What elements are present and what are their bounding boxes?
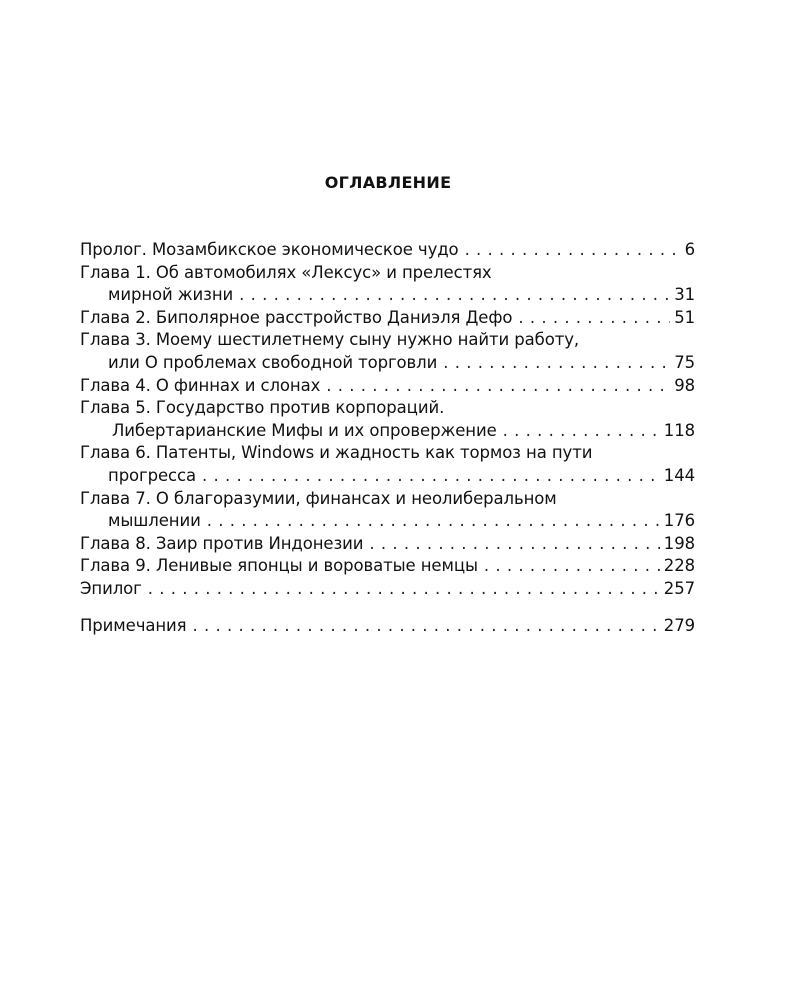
toc-entry-title: Глава 9. Ленивые японцы и вороватые немцы — [80, 556, 478, 576]
dot-leader — [193, 615, 660, 638]
toc-page-number: 279 — [663, 615, 695, 635]
toc-entry-title: Глава 7. О благоразумии, финансах и неолиберальном — [80, 488, 557, 508]
toc-page-number: 228 — [663, 556, 695, 576]
toc-entry-prologue[interactable] — [80, 239, 695, 262]
toc-entry-title: Глава 3. Моему шестилетнему сыну нужно найти работу, — [80, 330, 580, 350]
toc-entry-chapter-6[interactable] — [80, 442, 695, 465]
dot-leader — [207, 510, 660, 533]
toc-entry-chapter-6-continued[interactable] — [80, 465, 695, 488]
toc-entry-title: Глава 6. Патенты, Windows и жадность как тормоз на пути — [80, 443, 593, 463]
toc-entry-chapter-2[interactable] — [80, 307, 695, 330]
toc-entry-chapter-7-continued[interactable] — [80, 510, 695, 533]
toc-page-number: 31 — [674, 285, 695, 305]
toc-entry-title-continued: мышлении — [108, 511, 201, 531]
toc-entry-epilogue[interactable] — [80, 578, 695, 601]
toc-page-number: 176 — [663, 511, 695, 531]
toc-entry-chapter-9[interactable] — [80, 555, 695, 578]
toc-entry-title-continued: прогресса — [108, 465, 197, 485]
dot-leader — [369, 533, 659, 556]
toc-entry-title: Эпилог — [80, 578, 142, 598]
toc-entry-chapter-8[interactable] — [80, 533, 695, 556]
toc-entry-chapter-5[interactable] — [80, 397, 695, 420]
dot-leader — [326, 375, 670, 398]
toc-entry-chapter-7[interactable] — [80, 488, 695, 511]
toc-entry-chapter-3[interactable] — [80, 329, 695, 352]
toc-entry-title: Пролог. Мозамбикское экономическое чудо — [80, 240, 459, 259]
dot-leader — [443, 352, 670, 375]
toc-entry-notes[interactable] — [80, 615, 695, 638]
toc-page-number: 144 — [663, 465, 695, 485]
dot-leader — [202, 465, 660, 488]
dot-leader — [518, 307, 670, 330]
toc-page-number: 75 — [674, 352, 695, 372]
toc-entry-chapter-3-continued[interactable] — [80, 352, 695, 375]
toc-entry-chapter-4[interactable] — [80, 375, 695, 398]
toc-page-number: 198 — [663, 533, 695, 553]
toc-entry-chapter-1-continued[interactable] — [80, 284, 695, 307]
toc-page-number: 257 — [663, 578, 695, 598]
section-gap — [80, 601, 695, 615]
toc-page-number: 51 — [674, 307, 695, 327]
toc-page-number: 98 — [674, 375, 695, 395]
dot-leader — [484, 555, 660, 578]
toc-entry-title-continued: или О проблемах свободной торговли — [108, 352, 438, 372]
toc-entry-title: Глава 8. Заир против Индонезии — [80, 533, 364, 553]
toc-entry-title-continued: Либертарианские Мифы и их опровержение — [112, 420, 497, 440]
toc-entry-title-continued: мирной жизни — [108, 285, 234, 305]
toc-entry-title: Глава 2. Биполярное расстройство Даниэля Дефо — [80, 307, 513, 327]
toc-heading: ОГЛАВЛЕНИЕ — [324, 173, 452, 192]
dot-leader — [503, 420, 660, 443]
toc-entry-title: Глава 1. Об автомобилях «Лексус» и прелестях — [80, 262, 492, 282]
table-of-contents — [80, 239, 695, 637]
dot-leader — [465, 239, 681, 262]
toc-entry-chapter-1[interactable] — [80, 262, 695, 285]
toc-page-number: 118 — [663, 420, 695, 440]
toc-entry-chapter-5-continued[interactable] — [80, 420, 695, 443]
toc-entry-title: Глава 4. О финнах и слонах — [80, 375, 321, 395]
toc-entry-title: Глава 5. Государство против корпораций. — [80, 398, 445, 418]
toc-page-number: 6 — [684, 240, 695, 259]
toc-entry-title: Примечания — [80, 615, 187, 635]
dot-leader — [148, 578, 660, 601]
dot-leader — [239, 284, 670, 307]
